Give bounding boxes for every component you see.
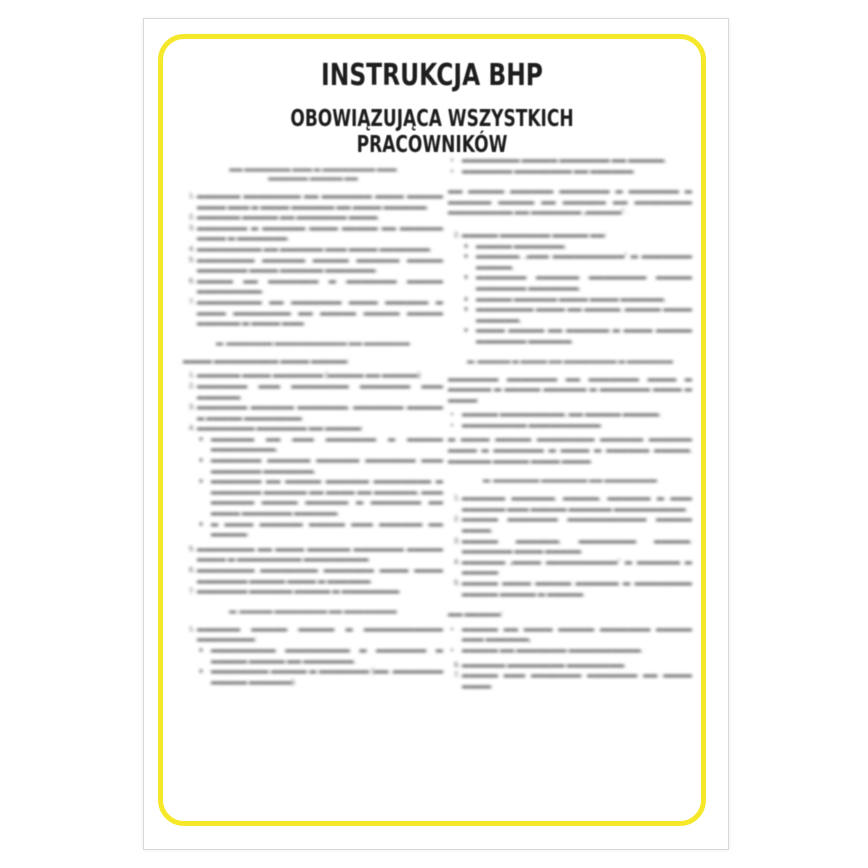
document-subtitle: OBOWIĄZUJĄCA WSZYSTKICH PRACOWNIKÓW <box>290 106 574 158</box>
blurred-body-right-column: • ▬▬▬▬▬▬▬▬ ▬▬▬▬▬ ▬▬▬▬▬▬▬ ▬▬ ▬▬▬▬▬, • ▬▬▬▬▬▬▬ ▬▬▬▬▬▬▬▬ ▬▬ ▬▬▬▬▬▬. ▬▬ ▬▬▬▬▬ ▬▬▬▬▬▬ ▬▬▬▬▬▬▬ ▬ ▬▬▬▬▬▬▬ ▬ ▬▬▬▬▬▬ ▬▬▬▬▬ ▬▬ ▬▬▬▬▬▬ ▬▬ ▬▬▬▬▬▬▬▬ ▬▬▬▬▬▬▬▬▬ ▬▬ ▬▬▬▬▬▬▬ „▬▬▬▬▬”. 2. ▬▬▬▬▬ ▬▬▬▬▬▬▬ ▬▬▬▬▬ ▬▬: ◦ ▬▬▬▬▬ ▬▬▬▬▬▬▬, ◦ ▬▬▬▬▬▬, „▬▬▬ ▬▬▬▬▬▬▬▬▬▬” ▬ ▬▬▬▬▬▬▬ ▬▬▬▬▬, ◦ ▬▬▬▬▬▬▬ ▬▬▬▬▬▬ ▬▬▬▬▬▬▬▬ ▬▬▬▬▬ ▬▬▬▬▬▬▬ ▬▬▬▬▬▬▬, ◦ ▬▬▬▬▬ ▬▬▬▬▬▬ ▬▬▬▬ ▬▬▬▬ ▬▬▬▬▬▬, ◦ ▬▬▬▬▬▬▬▬ ▬▬▬▬ ▬▬ ▬▬▬▬▬, ▬▬▬▬▬ ▬▬▬▬ ▬▬▬▬▬▬, ◦ ▬▬▬▬ ▬▬▬▬▬ ▬▬ ▬▬▬▬▬▬ ▬ ▬▬▬▬ ▬▬▬▬▬ ▬▬▬▬▬▬▬ ▬▬▬▬▬▬. ▬. ▬▬▬▬▬ ▬ ▬▬▬▬ ▬▬ ▬▬▬▬▬▬▬▬ ▬ ▬▬▬▬▬▬▬ ▬▬▬▬▬▬▬ ▬▬▬▬▬▬▬ ▬▬ ▬▬▬▬▬▬▬ ▬▬▬▬ ▬ ▬▬▬▬▬▬ ▬ ▬▬▬▬▬ ▬▬▬▬▬▬ ▬ ▬▬▬▬▬▬▬ ▬▬▬▬ ▬ ▬▬▬▬: • ▬▬▬▬▬ ▬▬▬▬▬▬▬▬▬, ▬▬ ▬▬▬▬▬ ▬▬▬▬▬, • ▬▬▬▬▬▬▬▬▬ ▬▬▬▬▬▬▬▬▬▬. ▬ ▬▬▬▬ ▬▬▬▬▬ ▬▬▬▬▬▬▬▬ ▬▬▬▬▬▬ ▬▬▬▬▬▬ ▬▬▬▬ ▬ ▬▬▬▬▬▬▬ ▬ ▬▬▬▬ ▬ ▬▬▬▬▬▬ ▬▬▬▬▬, ▬▬▬▬▬▬ ▬▬▬▬▬ ▬▬▬▬ ▬▬▬▬. ▬. ▬▬▬▬▬▬▬ ▬▬▬▬▬▬▬ ▬▬ ▬▬▬▬▬▬▬▬ 1. ▬▬▬▬▬▬ ▬▬▬▬▬▬, ▬▬▬▬▬, ▬▬▬▬▬▬ ▬ ▬▬▬ ▬▬▬▬▬▬ ▬▬▬ ▬▬▬▬▬ ▬▬▬▬▬▬ ▬▬▬▬▬▬▬▬▬▬. 2. ▬▬▬▬▬ ▬▬▬▬▬▬▬ ▬▬▬▬▬▬▬▬▬▬▬ ▬▬▬▬▬ ▬▬▬▬. 3. ▬▬▬▬▬ ▬▬▬▬▬▬, ▬▬▬▬▬▬▬▬ ▬▬▬▬▬, ▬▬▬▬▬▬▬ ▬▬▬▬ ▬▬▬▬▬. 4. ▬▬▬▬▬▬ „▬▬▬▬ ▬▬▬▬▬▬▬▬▬▬” ▬ ▬▬▬▬▬▬ ▬ ▬▬▬▬▬. 5. ▬▬▬▬▬ ▬▬▬▬ ▬▬▬▬▬ ▬▬▬▬▬▬ ▬ ▬▬▬▬▬▬▬▬ ▬▬▬▬▬ ▬▬▬▬▬ ▬ ▬▬▬▬▬. ▬▬ ▬▬▬▬▬: • ▬▬▬▬▬ ▬▬ ▬▬▬▬ ▬▬▬▬▬ ▬▬▬▬▬▬▬ ▬▬▬▬▬ ▬▬▬ ▬▬▬▬▬▬, • ▬▬▬▬▬ ▬▬ ▬▬▬▬▬▬▬ ▬▬▬▬▬▬▬▬▬▬. 6. ▬▬▬▬▬▬ ▬▬▬▬▬▬▬▬ ▬▬▬▬▬▬▬▬. 7. ▬▬▬▬▬ ▬▬▬ ▬▬▬▬▬▬▬ ▬▬▬▬▬▬▬ ▬▬ ▬▬▬▬ ▬▬▬▬. <box>448 155 692 695</box>
document-title: INSTRUKCJA BHP <box>321 58 543 93</box>
blurred-body-left-column: ▬▬ ▬▬▬▬▬▬▬ ▬▬▬ ▬ ▬▬▬▬▬▬▬▬ ▬▬▬ ▬▬▬▬▬▬ ▬▬▬▬▬ ▬▬ 1. ▬▬▬▬▬▬ ▬▬▬▬▬▬▬▬ ▬▬ ▬▬▬▬▬▬▬ ▬▬▬▬ ▬▬▬▬▬ ▬▬▬▬ ▬▬▬ ▬ ▬▬▬▬ ▬▬▬▬▬▬ ▬▬ ▬▬▬▬ ▬▬▬▬▬▬. 2. ▬▬▬▬▬▬ ▬▬▬▬▬ ▬▬ ▬▬▬▬▬▬▬ ▬▬▬▬. 3. ▬▬▬▬▬▬▬ ▬ ▬▬▬▬▬▬ ▬▬▬▬ ▬▬▬▬▬ ▬▬ ▬▬▬▬▬▬ ▬▬▬▬ ▬ ▬▬▬▬▬▬▬. 4. ▬▬▬▬▬▬▬▬▬ ▬▬ ▬▬▬▬▬▬ ▬▬▬ ▬▬▬▬ ▬▬▬▬▬▬▬. 5. ▬▬▬▬▬▬▬▬ ▬▬▬▬▬▬ ▬▬▬▬▬ ▬▬▬▬▬▬ ▬▬▬▬▬ ▬▬▬▬▬▬▬ ▬▬▬▬ ▬▬▬▬▬▬ ▬▬▬▬▬▬▬. 6. ▬▬▬▬▬ ▬▬ ▬▬▬▬▬▬▬ ▬ ▬▬▬▬▬▬▬ ▬▬▬▬▬ ▬▬▬▬▬▬▬▬▬. 7. ▬▬▬▬▬▬▬▬▬ ▬▬ ▬▬▬▬▬▬▬ ▬▬▬▬ ▬▬▬▬▬▬ ▬ ▬▬▬▬ ▬▬▬▬▬▬▬▬ ▬▬ ▬▬▬▬▬ ▬▬▬▬▬ ▬▬▬▬▬ ▬▬▬▬▬▬ ▬ ▬▬▬▬ ▬▬▬. ▬. ▬▬▬▬▬▬▬ ▬▬▬▬▬▬▬▬▬▬▬ ▬▬ ▬▬▬▬▬▬▬ ▬▬▬▬ ▬▬▬▬▬▬▬▬▬ ▬▬▬▬ ▬▬▬▬▬: 1. ▬▬▬▬▬▬ ▬▬▬▬ ▬▬▬▬▬▬▬ (▬▬▬▬▬ ▬▬ ▬▬▬▬▬). 2. ▬▬▬▬▬▬▬ ▬▬▬ ▬▬▬▬▬▬▬▬ ▬▬▬▬▬▬▬ ▬▬▬ ▬▬▬▬▬▬. 3. ▬▬▬▬▬▬▬ ▬▬▬▬▬▬ ▬▬▬▬▬▬▬, ▬▬▬▬▬▬▬ ▬▬▬▬▬ ▬ ▬▬▬▬▬ ▬▬▬▬▬▬▬▬. 4. ▬▬▬▬▬▬▬▬ ▬▬▬▬▬▬▬ ▬▬ ▬▬▬▬▬: ◦ ▬▬▬▬▬▬ ▬▬ ▬▬▬ ▬▬▬▬▬▬▬ ▬ ▬▬▬▬▬ ▬▬▬▬▬▬▬▬▬, ◦ ▬▬▬▬▬▬▬ ▬▬▬▬▬▬ ▬▬▬▬▬▬ ▬▬▬▬▬▬▬ ▬▬▬ ▬▬▬▬▬▬▬ ▬▬▬▬▬▬▬, ◦ ▬▬▬▬▬▬▬ ▬▬ ▬▬▬▬▬ ▬▬▬▬▬▬ ▬▬▬▬▬▬▬▬ ▬ ▬▬▬▬▬▬▬ ▬▬▬▬▬▬ ▬▬ ▬▬▬▬ ▬▬ ▬▬▬▬▬▬, ▬▬▬ ▬▬▬▬▬▬ ▬▬▬▬▬ ▬▬▬▬▬▬ ▬ ▬▬▬▬▬▬▬ ▬▬ ▬▬▬▬ ▬▬▬▬▬▬▬ ▬▬▬▬▬▬. ◦ ▬ ▬▬▬▬ ▬▬▬▬▬▬ ▬▬▬▬▬ ▬▬▬ ▬▬▬▬▬▬ ▬▬ ▬▬▬▬▬. 5. ▬▬▬▬▬▬▬▬ ▬▬ ▬▬▬▬ ▬▬▬▬▬▬ ▬▬▬▬▬▬▬ ▬▬▬▬▬ ▬▬▬▬ ▬ ▬▬▬▬▬▬▬▬▬ ▬▬▬▬▬▬▬▬▬. 6. ▬▬▬▬▬▬▬▬ ▬▬▬▬▬▬▬▬ ▬▬▬▬▬▬▬ ▬▬▬▬ ▬▬▬▬ ▬▬▬▬▬▬▬ ▬▬▬▬▬ ▬▬▬▬ ▬ ▬▬▬▬▬▬. 7. ▬▬▬▬▬▬▬ ▬▬▬▬▬▬ ▬▬▬▬▬ ▬ ▬▬▬▬▬▬▬▬. ▬. ▬▬▬▬▬ ▬▬▬▬▬▬▬▬ ▬▬ ▬▬▬▬▬▬▬▬ 1. ▬▬▬▬▬▬ ▬▬▬▬▬ ▬▬▬▬▬ ▬ ▬▬▬▬▬▬▬▬▬▬▬ ▬▬▬▬▬▬▬▬: ◦ ▬▬▬▬▬▬▬▬▬ ▬▬▬▬▬▬▬▬▬ ▬ ▬▬▬▬▬▬▬ ▬ ▬▬▬▬▬ ▬▬▬▬▬ ▬▬ ▬▬▬▬▬▬▬, ◦ ▬▬▬▬▬▬▬▬ ▬▬▬▬▬ ▬ ▬▬▬▬▬▬▬ (▬▬. ▬▬▬▬▬▬▬ ▬▬▬▬▬ ▬▬▬▬▬▬). <box>183 155 443 691</box>
